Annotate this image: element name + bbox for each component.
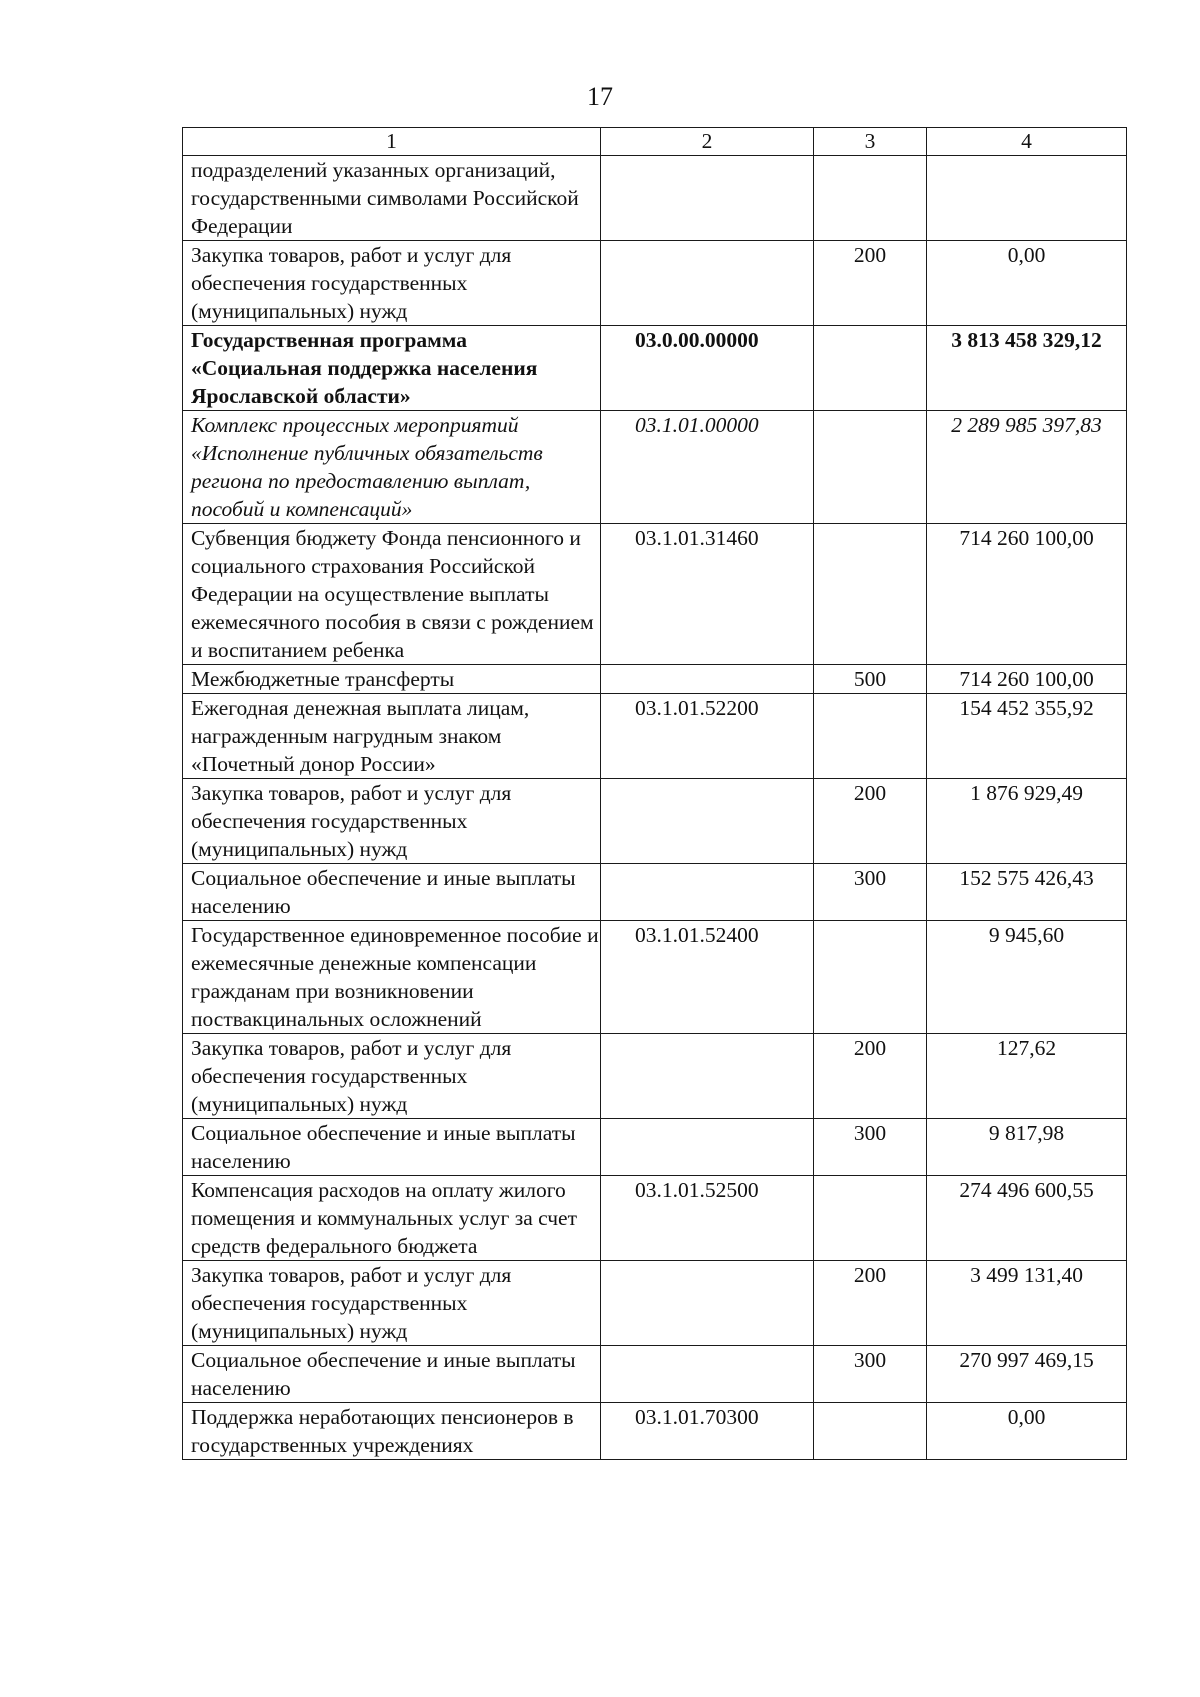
row-kvr: 300 xyxy=(814,1346,927,1403)
row-name: подразделений указанных организаций, государственными символами Российской Федерации xyxy=(183,156,601,241)
table-row-complex xyxy=(183,411,1127,524)
table-row xyxy=(183,864,1127,921)
table-row xyxy=(183,665,1127,694)
row-code xyxy=(601,1119,814,1176)
row-amount: 152 575 426,43 xyxy=(927,864,1127,921)
column-header-name: 1 xyxy=(183,128,601,156)
row-kvr xyxy=(814,921,927,1034)
row-name: Компенсация расходов на оплату жилого помещения и коммунальных услуг за счет средств федерального бюджета xyxy=(183,1176,601,1261)
row-kvr: 500 xyxy=(814,665,927,694)
column-header-amount: 4 xyxy=(927,128,1127,156)
row-code xyxy=(601,779,814,864)
row-code xyxy=(601,1034,814,1119)
row-kvr xyxy=(814,326,927,411)
table-row xyxy=(183,1176,1127,1261)
row-name: Закупка товаров, работ и услуг для обеспечения государственных (муниципальных) нужд xyxy=(183,1034,601,1119)
table-row xyxy=(183,921,1127,1034)
row-code xyxy=(601,156,814,241)
row-code: 03.1.01.31460 xyxy=(601,524,814,665)
row-name: Субвенция бюджету Фонда пенсионного и социального страхования Российской Федерации на осуществление выплаты ежемесячного пособия в связи с рождением и воспитанием ребенка xyxy=(183,524,601,665)
table-row xyxy=(183,156,1127,241)
row-amount: 3 499 131,40 xyxy=(927,1261,1127,1346)
table-row xyxy=(183,1034,1127,1119)
row-name: Социальное обеспечение и иные выплаты населению xyxy=(183,1346,601,1403)
column-header-code: 2 xyxy=(601,128,814,156)
row-name: Государственное единовременное пособие и ежемесячные денежные компенсации гражданам при возникновении поствакцинальных осложнений xyxy=(183,921,601,1034)
table-header-row xyxy=(183,128,1127,156)
row-amount: 2 289 985 397,83 xyxy=(927,411,1127,524)
row-name: Закупка товаров, работ и услуг для обеспечения государственных (муниципальных) нужд xyxy=(183,241,601,326)
row-amount: 714 260 100,00 xyxy=(927,665,1127,694)
row-kvr: 300 xyxy=(814,1119,927,1176)
row-kvr xyxy=(814,1403,927,1460)
row-kvr: 200 xyxy=(814,1261,927,1346)
table-row xyxy=(183,1119,1127,1176)
row-amount: 270 997 469,15 xyxy=(927,1346,1127,1403)
row-code: 03.1.01.52200 xyxy=(601,694,814,779)
table-row xyxy=(183,241,1127,326)
table-row-program xyxy=(183,326,1127,411)
row-kvr xyxy=(814,156,927,241)
row-code xyxy=(601,864,814,921)
row-kvr: 200 xyxy=(814,241,927,326)
row-amount: 0,00 xyxy=(927,1403,1127,1460)
page-number: 17 xyxy=(587,82,613,111)
row-name: Межбюджетные трансферты xyxy=(183,665,601,694)
row-code: 03.1.01.70300 xyxy=(601,1403,814,1460)
budget-table xyxy=(182,127,1127,1460)
table-row xyxy=(183,1403,1127,1460)
table-row xyxy=(183,1261,1127,1346)
row-code: 03.1.01.52500 xyxy=(601,1176,814,1261)
table-row xyxy=(183,1346,1127,1403)
column-header-kvr: 3 xyxy=(814,128,927,156)
row-code xyxy=(601,241,814,326)
row-amount: 274 496 600,55 xyxy=(927,1176,1127,1261)
row-amount: 714 260 100,00 xyxy=(927,524,1127,665)
row-code xyxy=(601,1261,814,1346)
row-code: 03.0.00.00000 xyxy=(601,326,814,411)
row-name: Государственная программа «Социальная поддержка населения Ярославской области» xyxy=(183,326,601,411)
row-code: 03.1.01.52400 xyxy=(601,921,814,1034)
row-name: Социальное обеспечение и иные выплаты населению xyxy=(183,1119,601,1176)
row-kvr xyxy=(814,1176,927,1261)
row-code xyxy=(601,1346,814,1403)
row-amount: 1 876 929,49 xyxy=(927,779,1127,864)
row-amount: 3 813 458 329,12 xyxy=(927,326,1127,411)
row-amount: 9 945,60 xyxy=(927,921,1127,1034)
row-name: Комплекс процессных мероприятий «Исполнение публичных обязательств региона по предоставлению выплат, пособий и компенсаций» xyxy=(183,411,601,524)
row-kvr xyxy=(814,694,927,779)
row-name: Поддержка неработающих пенсионеров в государственных учреждениях xyxy=(183,1403,601,1460)
row-kvr: 200 xyxy=(814,779,927,864)
table-row xyxy=(183,524,1127,665)
row-amount xyxy=(927,156,1127,241)
row-amount: 9 817,98 xyxy=(927,1119,1127,1176)
row-name: Закупка товаров, работ и услуг для обеспечения государственных (муниципальных) нужд xyxy=(183,1261,601,1346)
row-kvr xyxy=(814,524,927,665)
row-kvr: 200 xyxy=(814,1034,927,1119)
row-amount: 154 452 355,92 xyxy=(927,694,1127,779)
row-name: Закупка товаров, работ и услуг для обеспечения государственных (муниципальных) нужд xyxy=(183,779,601,864)
row-code: 03.1.01.00000 xyxy=(601,411,814,524)
row-kvr: 300 xyxy=(814,864,927,921)
table-row xyxy=(183,779,1127,864)
table-row xyxy=(183,694,1127,779)
row-kvr xyxy=(814,411,927,524)
row-amount: 127,62 xyxy=(927,1034,1127,1119)
row-name: Ежегодная денежная выплата лицам, награжденным нагрудным знаком «Почетный донор России» xyxy=(183,694,601,779)
row-amount: 0,00 xyxy=(927,241,1127,326)
row-code xyxy=(601,665,814,694)
row-name: Социальное обеспечение и иные выплаты населению xyxy=(183,864,601,921)
